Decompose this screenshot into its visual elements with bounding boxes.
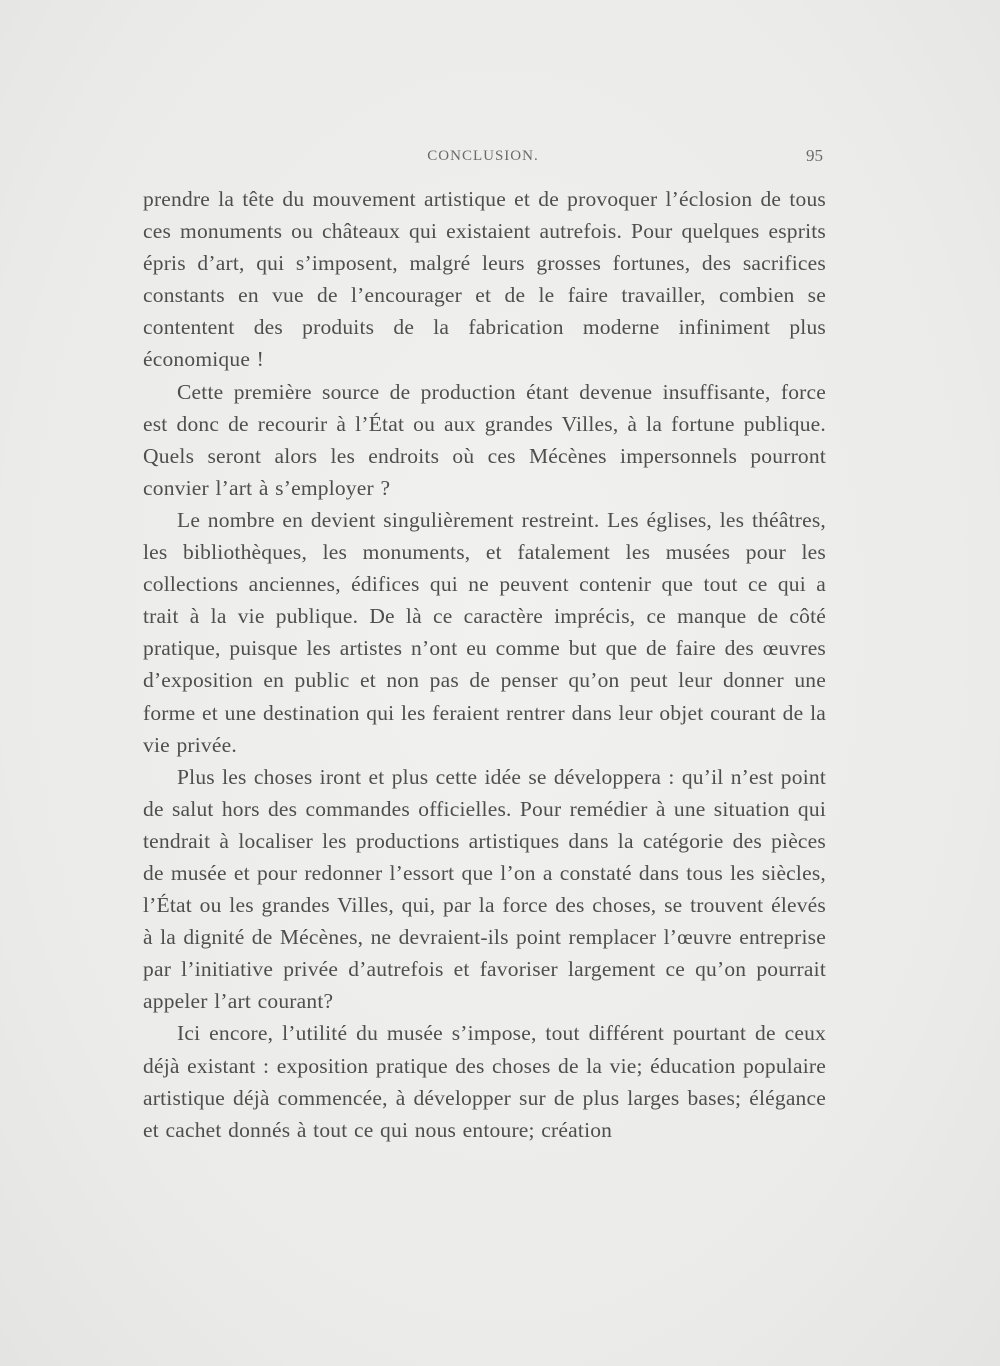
body-text [143, 183, 826, 1146]
paragraph: Plus les choses iront et plus cette idée se développera : qu’il n’est point de salut hors des commandes officielles. Pour remédier à une situation qui tendrait à localiser les productions artistiques dans la catégorie des pièces de musée et pour redonner l’essort que l’on a constaté dans tous les siècles, l’État ou les grandes Villes, qui, par la force des choses, se trouvent élevés à la dignité de Mécènes, ne devraient-ils point remplacer l’œuvre entreprise par l’initiative privée d’autrefois et favoriser largement ce qu’on pourrait appeler l’art courant? [143, 764, 826, 1014]
paragraph: Ici encore, l’utilité du musée s’impose, tout différent pourtant de ceux déjà existant : exposition pratique des choses de la vie; éducation populaire artistique déjà commencée, à développer sur de plus larges bases; élégance et cachet donnés à tout ce qui nous entoure; création [143, 1021, 826, 1142]
paragraph: Le nombre en devient singulièrement restreint. Les églises, les théâtres, les bibliothèques, les monuments, et fatalement les musées pour les collections anciennes, édifices qui ne peuvent contenir que tout ce qui a trait à la vie publique. De là ce caractère imprécis, ce manque de côté pratique, puisque les artistes n’ont eu comme but que de faire des œuvres d’exposition en public et non pas de penser qu’on peut leur donner une forme et une destination qui les feraient rentrer dans leur objet courant de la vie privée. [143, 507, 826, 757]
page-number: 95 [806, 146, 823, 165]
paragraph-continuation: prendre la tête du mouvement artistique et de provoquer l’éclosion de tous ces monuments ou châteaux qui existaient autrefois. Pour quelques esprits épris d’art, qui s’imposent, malgré leurs grosses fortunes, des sacrifices constants en vue de l’encourager et de le faire travailler, combien se contentent des produits de la fabrication moderne infiniment plus économique ! [143, 187, 826, 372]
page-header [143, 146, 823, 170]
paragraph: Cette première source de production étant devenue insuffisante, force est donc de recourir à l’État ou aux grandes Villes, à la fortune publique. Quels seront alors les endroits où ces Mécènes impersonnels pourront convier l’art à s’employer ? [143, 379, 826, 500]
running-title: CONCLUSION. [427, 148, 539, 164]
